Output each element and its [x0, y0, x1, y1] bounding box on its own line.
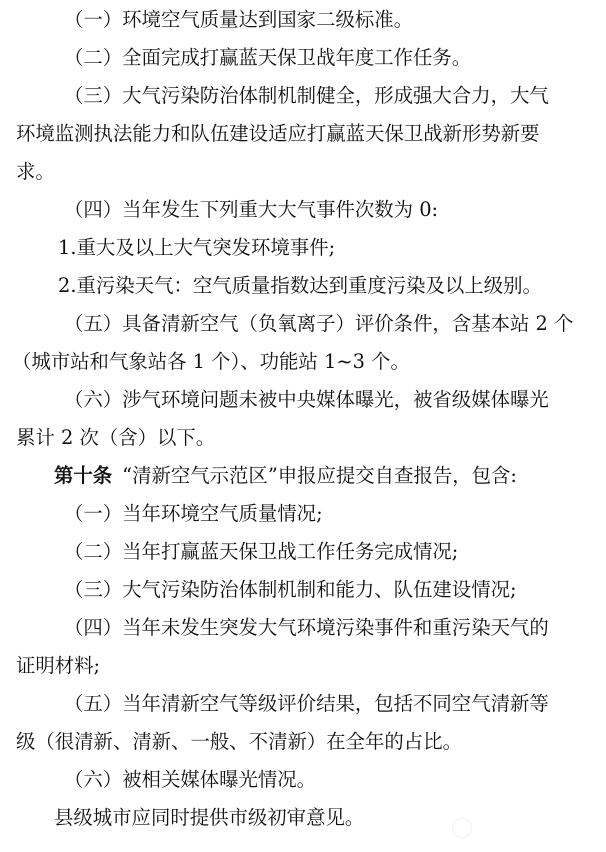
article-text: “清新空气示范区”申报应提交自查报告，包含:: [122, 464, 517, 487]
text-line: 县级城市应同时提供市级初审意见。: [54, 806, 365, 829]
text-line: （三）大气污染防治体制机制和能力、队伍建设情况;: [64, 578, 517, 601]
text-line: （城市站和气象站各 1 个）、功能站 1~3 个。: [12, 350, 410, 373]
text-line: （五）当年清新空气等级评价结果，包括不同空气清新等: [64, 692, 549, 715]
text-line: （二）当年打赢蓝天保卫战工作任务完成情况;: [64, 540, 459, 563]
text-line: 环境监测执法能力和队伍建设适应打赢蓝天保卫战新形势新要: [16, 122, 540, 145]
text-line: （二）全面完成打赢蓝天保卫战年度工作任务。: [64, 46, 472, 69]
watermark-icon: [452, 818, 472, 838]
text-line: （四）当年发生下列重大大气事件次数为 0:: [64, 198, 439, 221]
text-line: （六）涉气环境问题未被中央媒体曝光，被省级媒体曝光: [64, 388, 549, 411]
text-line: 1.重大及以上大气突发环境事件;: [58, 236, 336, 259]
article-label: 第十条: [54, 464, 113, 487]
text-line: 级（很清新、清新、一般、不清新）在全年的占比。: [16, 730, 462, 753]
article-line: [54, 459, 606, 493]
text-line: （四）当年未发生突发大气环境污染事件和重污染天气的: [64, 616, 549, 639]
text-line: （一）当年环境空气质量情况;: [64, 502, 323, 525]
text-line: （一）环境空气质量达到国家二级标准。: [64, 8, 414, 31]
text-line: （六）被相关媒体曝光情况。: [64, 768, 317, 791]
text-line: 累计 2 次（含）以下。: [16, 426, 216, 449]
text-line: 求。: [16, 160, 55, 183]
text-line: （三）大气污染防治体制机制健全，形成强大合力，大气: [64, 84, 549, 107]
text-line: 2.重污染天气：空气质量指数达到重度污染及以上级别。: [58, 274, 542, 297]
text-line: （五）具备清新空气（负氧离子）评价条件，含基本站 2 个: [64, 312, 574, 335]
text-line: 证明材料;: [16, 654, 101, 677]
